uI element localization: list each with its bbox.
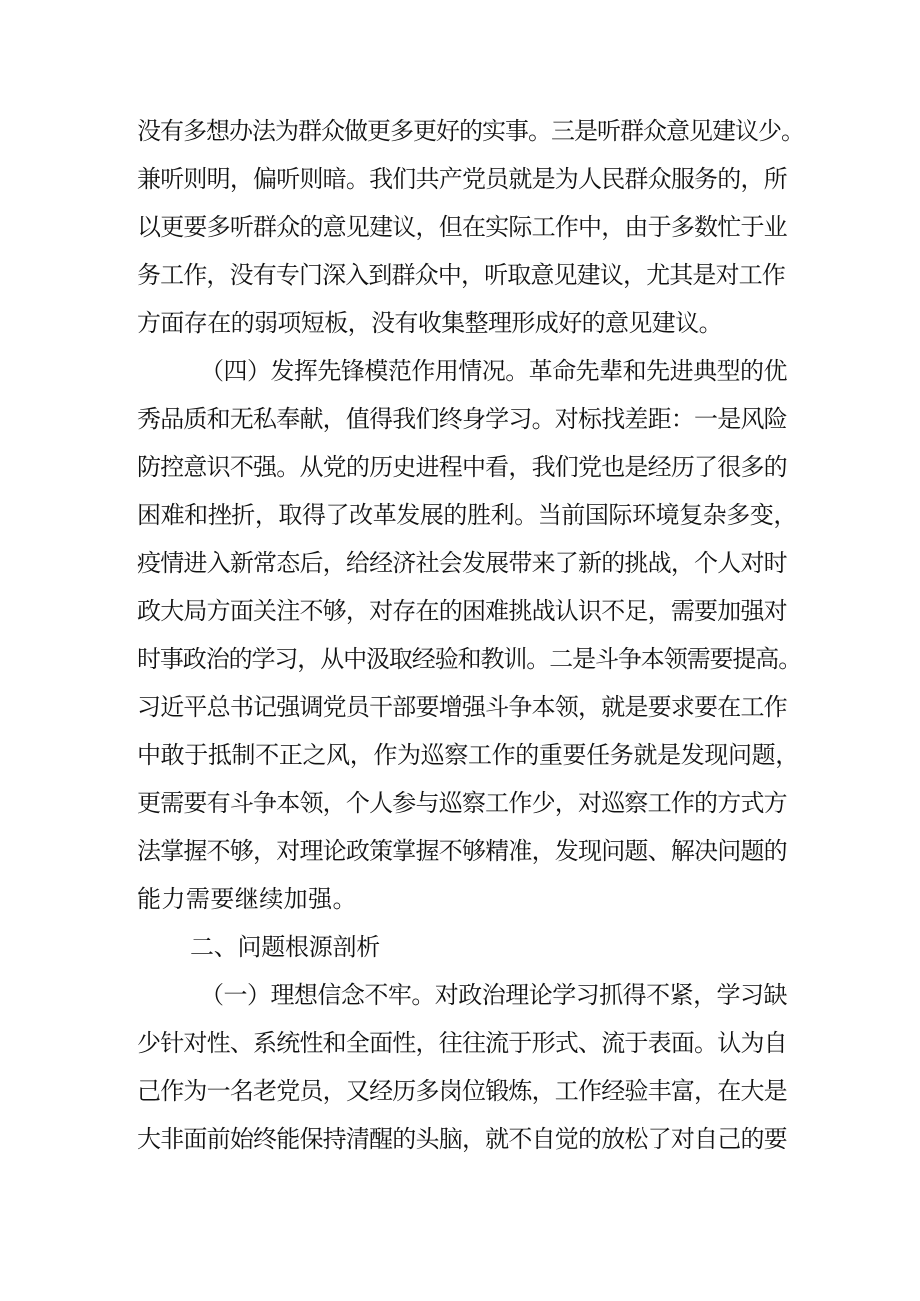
text-line: 习近平总书记强调党员干部要增强斗争本领，就是要求要在工作 <box>137 693 787 721</box>
text-line: 少针对性、系统性和全面性，往往流于形式、流于表面。认为自 <box>137 1029 787 1057</box>
text-line: 更需要有斗争本领，个人参与巡察工作少，对巡察工作的方式方 <box>137 789 787 817</box>
text-line: （四）发挥先锋模范作用情况。革命先辈和先进典型的优 <box>200 357 787 385</box>
text-line: 疫情进入新常态后，给经济社会发展带来了新的挑战，个人对时 <box>137 549 787 577</box>
text-line: 秀品质和无私奉献，值得我们终身学习。对标找差距：一是风险 <box>137 405 787 433</box>
text-line: 中敢于抵制不正之风，作为巡察工作的重要任务就是发现问题， <box>137 741 799 769</box>
text-line: 大非面前始终能保持清醒的头脑，就不自觉的放松了对自己的要 <box>137 1125 787 1153</box>
text-line: 政大局方面关注不够，对存在的困难挑战认识不足，需要加强对 <box>137 597 787 625</box>
section-heading: 二、问题根源剖析 <box>190 933 380 961</box>
text-line: （一）理想信念不牢。对政治理论学习抓得不紧，学习缺 <box>200 981 787 1009</box>
text-line: 时事政治的学习，从中汲取经验和教训。二是斗争本领需要提高。 <box>137 645 802 673</box>
text-line: 防控意识不强。从党的历史进程中看，我们党也是经历了很多的 <box>137 453 787 481</box>
text-line: 兼听则明，偏听则暗。我们共产党员就是为人民群众服务的，所 <box>137 165 787 193</box>
text-line: 没有多想办法为群众做更多更好的实事。三是听群众意见建议少。 <box>137 117 804 145</box>
text-line: 法掌握不够，对理论政策掌握不够精准，发现问题、解决问题的 <box>137 837 787 865</box>
text-line: 困难和挫折，取得了改革发展的胜利。当前国际环境复杂多变， <box>137 501 797 529</box>
text-line: 以更要多听群众的意见建议，但在实际工作中，由于多数忙于业 <box>137 213 787 241</box>
text-line: 方面存在的弱项短板，没有收集整理形成好的意见建议。 <box>137 309 722 337</box>
text-line: 务工作，没有专门深入到群众中，听取意见建议，尤其是对工作 <box>137 261 785 289</box>
text-line: 己作为一名老党员，又经历多岗位锻炼，工作经验丰富，在大是 <box>137 1077 787 1105</box>
text-line: 能力需要继续加强。 <box>137 885 357 913</box>
